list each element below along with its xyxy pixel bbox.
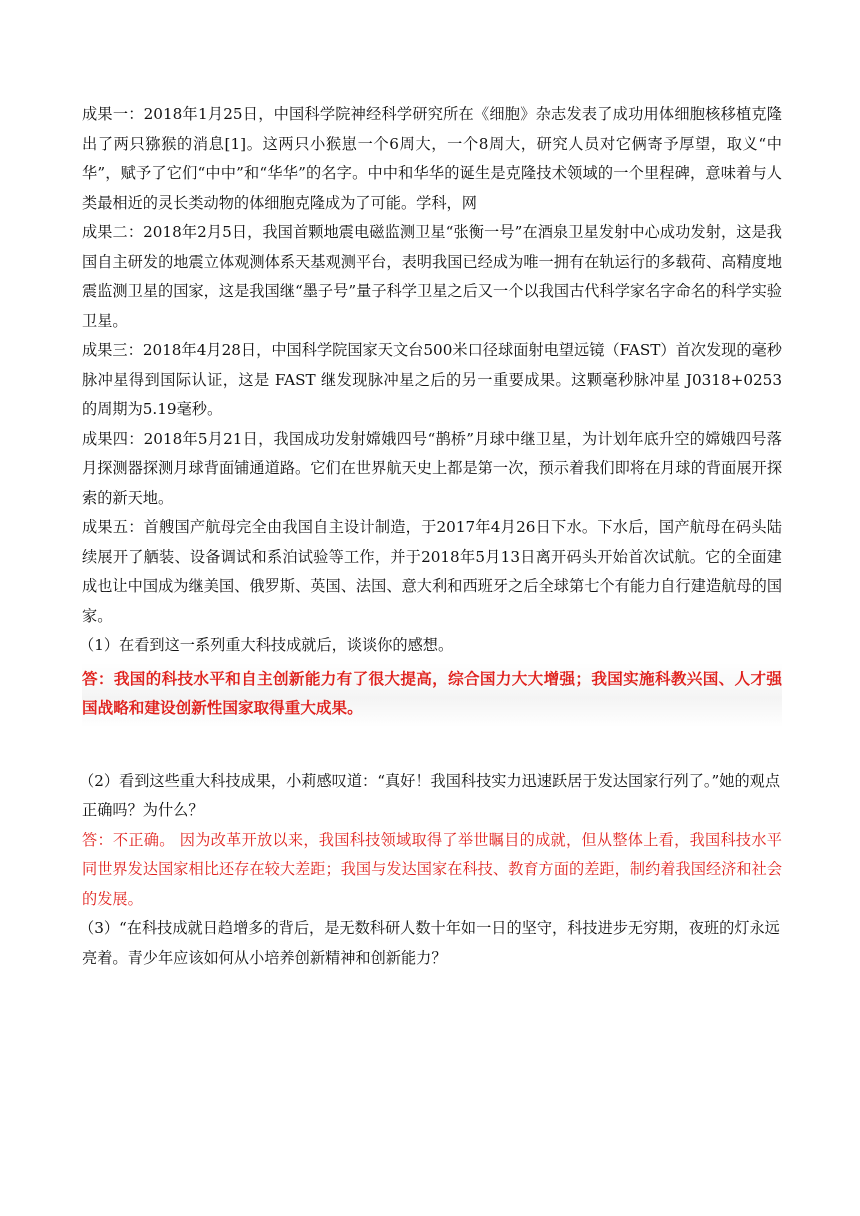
question-2: （2）看到这些重大科技成果，小莉感叹道：“真好！我国科技实力迅速跃居于发达国家行列了。”她的观点正确吗？为什么？ <box>79 771 781 819</box>
achievement-3: 成果三：2018年4月28日，中国科学院国家天文台500米口径球面射电望远镜（FAST）首次发现的毫秒脉冲星得到国际认证，这是 FAST 继发现脉冲星之后的另一重要成果。这颗毫秒脉冲星 J0318+0253 的周期为5.19毫秒。 <box>82 341 782 418</box>
question-3: （3）“在科技成就日趋增多的背后，是无数科研人数十年如一日的坚守，科技进步无穷期，夜班的灯永远亮着。青少年应该如何从小培养创新精神和创新能力？ <box>79 919 780 967</box>
answer-1: 答：我国的科技水平和自主创新能力有了很大提高，综合国力大大增强；我国实施科教兴国、人才强国战略和建设创新性国家取得重大成果。 <box>82 663 782 727</box>
achievement-2: 成果二：2018年2月5日，我国首颗地震电磁监测卫星“张衡一号”在酒泉卫星发射中心成功发射，这是我国自主研发的地震立体观测体系天基观测平台，表明我国已经成为唯一拥有在轨运行的多载荷、高精度地震监测卫星的国家，这是我国继“墨子号”量子科学卫星之后又一个以我国古代科学家名字命名的科学实验卫星。 <box>82 223 782 330</box>
achievement-5: 成果五：首艘国产航母完全由我国自主设计制造，于2017年4月26日下水。下水后，国产航母在码头陆续展开了舾装、设备调试和系泊试验等工作，并于2018年5月13日离开码头开始首次试航。它的全面建成也让中国成为继美国、俄罗斯、英国、法国、意大利和西班牙之后全球第七个有能力自行建造航母的国家。 <box>82 518 782 625</box>
achievement-1: 成果一：2018年1月25日，中国科学院神经科学研究所在《细胞》杂志发表了成功用体细胞核移植克隆出了两只猕猴的消息[1]。这两只小猴崽一个6周大，一个8周大，研究人员对它俩寄予厚望，取义“中华”，赋予了它们“中中”和“华华”的名字。中中和华华的诞生是克隆技术领域的一个里程碑，意味着与人类最相近的灵长类动物的体细胞克隆成为了可能。学科，网 <box>82 105 782 212</box>
question-1: （1）在看到这一系列重大科技成就后，谈谈你的感想。 <box>79 636 454 654</box>
achievement-4: 成果四：2018年5月21日，我国成功发射嫦娥四号“鹊桥”月球中继卫星，为计划年底升空的嫦娥四号落月探测器探测月球背面铺通道路。它们在世界航天史上都是第一次，预示着我们即将在月球的背面展开探索的新天地。 <box>82 429 782 507</box>
spacer <box>82 727 782 767</box>
document-page <box>79 100 782 973</box>
answer-2: 答：不正确。 因为改革开放以来，我国科技领域取得了举世瞩目的成就，但从整体上看，我国科技水平同世界发达国家相比还存在较大差距；我国与发达国家在科技、教育方面的差距，制约着我国经济和社会的发展。 <box>82 830 782 908</box>
